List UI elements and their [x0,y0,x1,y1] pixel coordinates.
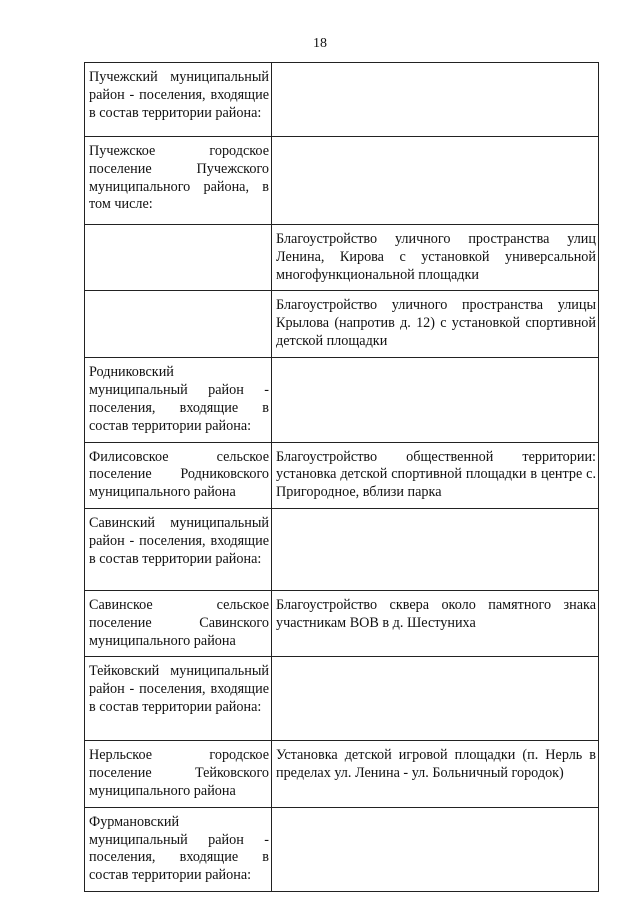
table-cell-project [272,590,599,656]
table-cell-project [272,225,599,291]
table-cell-project [272,291,599,358]
table-row [85,291,599,358]
table-cell-project [272,508,599,590]
cell-text: Савинский муниципальный район - поселения, входящие в состав территории района: [89,514,269,567]
cell-text: Филисовское сельское поселение Родниковского муниципального района [89,448,269,501]
table-cell-project [272,137,599,225]
table-cell-district [85,358,272,442]
cell-text: Фурмановский муниципальный район - поселения, входящие в состав территории района: [89,813,269,884]
table-row [85,657,599,741]
cell-text: Установка детской игровой площадки (п. Нерль в пределах ул. Ленина - ул. Больничный городок) [276,747,596,782]
cell-text: Савинское сельское поселение Савинского муниципального района [89,596,269,649]
table-cell-district [85,590,272,656]
table-row [85,358,599,442]
table-row [85,137,599,225]
cell-text: Пучежский муниципальный район - поселения, входящие в состав территории района: [89,69,269,121]
table-row [85,807,599,891]
cell-text: Пучежское городское поселение Пучежского муниципального района, в том числе: [89,143,269,213]
cell-text: Родниковский муниципальный район - поселения, входящие в состав территории района: [89,364,269,434]
table-cell-project [272,741,599,807]
table-cell-district [85,741,272,807]
table-row [85,508,599,590]
table-cell-district [85,63,272,137]
page-number: 18 [313,36,327,51]
cell-text: Нерльское городское поселение Тейковского муниципального района [89,747,269,799]
table-cell-district [85,442,272,508]
table-cell-district [85,291,272,358]
table-cell-district [85,225,272,291]
table-cell-district [85,137,272,225]
table-row [85,741,599,807]
table-cell-project [272,807,599,891]
table-cell-project [272,442,599,508]
table-cell-project [272,657,599,741]
table-cell-district [85,807,272,891]
table-cell-project [272,358,599,442]
table-cell-district [85,508,272,590]
cell-text: Благоустройство общественной территории: установка детской спортивной площадки в центре с. Пригородное, вблизи парка [276,448,596,501]
cell-text: Благоустройство уличного пространства улиц Ленина, Кирова с установкой универсальной многофункциональной площадки [276,231,596,283]
table-row [85,225,599,291]
cell-text: Тейковский муниципальный район - поселения, входящие в состав территории района: [89,663,269,715]
table-cell-district [85,657,272,741]
document-table [84,62,599,892]
cell-text: Благоустройство уличного пространства улицы Крылова (напротив д. 12) с установкой спортивной детской площадки [276,297,596,349]
table-cell-project [272,63,599,137]
table-row [85,442,599,508]
table-row [85,63,599,137]
table-row [85,590,599,656]
cell-text: Благоустройство сквера около памятного знака участникам ВОВ в д. Шестуниха [276,596,596,631]
